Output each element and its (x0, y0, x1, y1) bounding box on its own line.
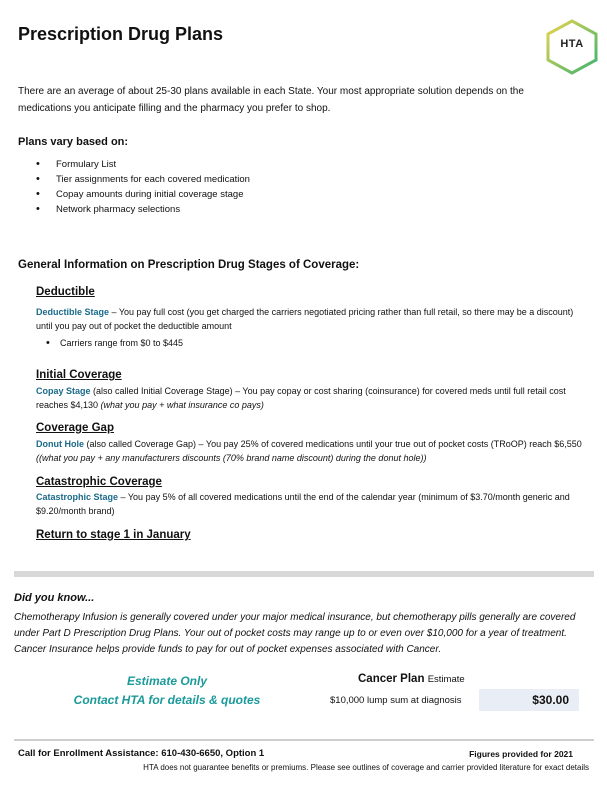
cancer-plan-label: Cancer Plan (358, 673, 425, 685)
cancer-plan-title (358, 673, 465, 685)
cancer-plan-price: $30.00 (532, 693, 569, 707)
price-box (479, 689, 579, 711)
initial-coverage-note: (what you pay + what insurance co pays) (100, 400, 264, 410)
deductible-text (36, 305, 584, 333)
did-you-know-heading: Did you know... (14, 592, 95, 604)
plans-vary-list (36, 157, 250, 217)
deductible-desc: – You pay full cost (you get charged the carriers negotiated pricing rather than full retail, so there may be a discount) until you pay out of pocket the deductible amount (36, 307, 574, 331)
catastrophic-title: Catastrophic Coverage (36, 476, 162, 488)
return-to-stage-title: Return to stage 1 in January (36, 529, 191, 541)
list-item: • Formulary List (36, 157, 250, 172)
enrollment-call-text: Call for Enrollment Assistance: 610-430-6650, Option 1 (18, 748, 265, 759)
contact-hta-text: Contact HTA for details & quotes (73, 693, 261, 707)
initial-coverage-desc: (also called Initial Coverage Stage) – You pay copay or cost sharing (coinsurance) for covered meds until full retail cost reaches $4,130 (36, 386, 566, 410)
plans-vary-heading: Plans vary based on: (18, 136, 129, 148)
section-divider (14, 571, 594, 577)
coverage-gap-desc: (also called Coverage Gap) – You pay 25% of covered medications until your true out of pocket costs (TRoOP) reach $6,550 (84, 439, 582, 449)
list-item: • Tier assignments for each covered medication (36, 172, 250, 187)
initial-coverage-title: Initial Coverage (36, 369, 122, 381)
figures-year-text: Figures provided for 2021 (469, 749, 573, 759)
lump-sum-text: $10,000 lump sum at diagnosis (330, 695, 462, 706)
coverage-gap-note: ((what you pay + any manufacturers discounts (70% brand name discount) during the donut hole)) (36, 453, 427, 463)
estimate-note (0, 672, 334, 710)
logo-text: HTA (560, 38, 584, 50)
cancer-plan-estimate-label: Estimate (427, 674, 465, 685)
deductible-label: Deductible Stage (36, 307, 110, 317)
did-you-know-text: Chemotherapy Infusion is generally covered under your major medical insurance, but chemotherapy pills generally are covered under Part D Prescription Drug Plans. Your out of pocket costs may range up to or even over $10,000 for a year of treatment. Cancer Insurance helps provide funds to pay for out of pocket expenses associated with Cancer. (14, 612, 576, 655)
stages-heading: General Information on Prescription Drug Stages of Coverage: (18, 259, 360, 271)
initial-coverage-text (36, 384, 584, 412)
deductible-title: Deductible (36, 286, 95, 298)
estimate-only-text: Estimate Only (126, 674, 208, 688)
page-title: Prescription Drug Plans (18, 24, 224, 44)
hta-logo (544, 18, 600, 76)
coverage-gap-title: Coverage Gap (36, 422, 114, 434)
coverage-gap-text (36, 437, 584, 465)
donut-hole-label: Donut Hole (36, 439, 84, 449)
catastrophic-stage-label: Catastrophic Stage (36, 492, 119, 502)
copay-stage-label: Copay Stage (36, 386, 91, 396)
footer-divider (14, 739, 594, 741)
list-item: • Network pharmacy selections (36, 202, 250, 217)
catastrophic-desc: – You pay 5% of all covered medications until the end of the calendar year (minimum of $3.70/month generic and $9.20/month brand) (36, 492, 570, 516)
catastrophic-text (36, 490, 584, 518)
deductible-range: • Carriers range from $0 to $445 (60, 338, 183, 348)
disclaimer-text: HTA does not guarantee benefits or premiums. Please see outlines of coverage and carrier provided literature for exact details (143, 763, 589, 772)
intro-paragraph: There are an average of about 25-30 plans available in each State. Your most appropriate solution depends on the medications you anticipate filling and the pharmacy you prefer to shop. (18, 86, 524, 114)
list-item: • Copay amounts during initial coverage stage (36, 187, 250, 202)
